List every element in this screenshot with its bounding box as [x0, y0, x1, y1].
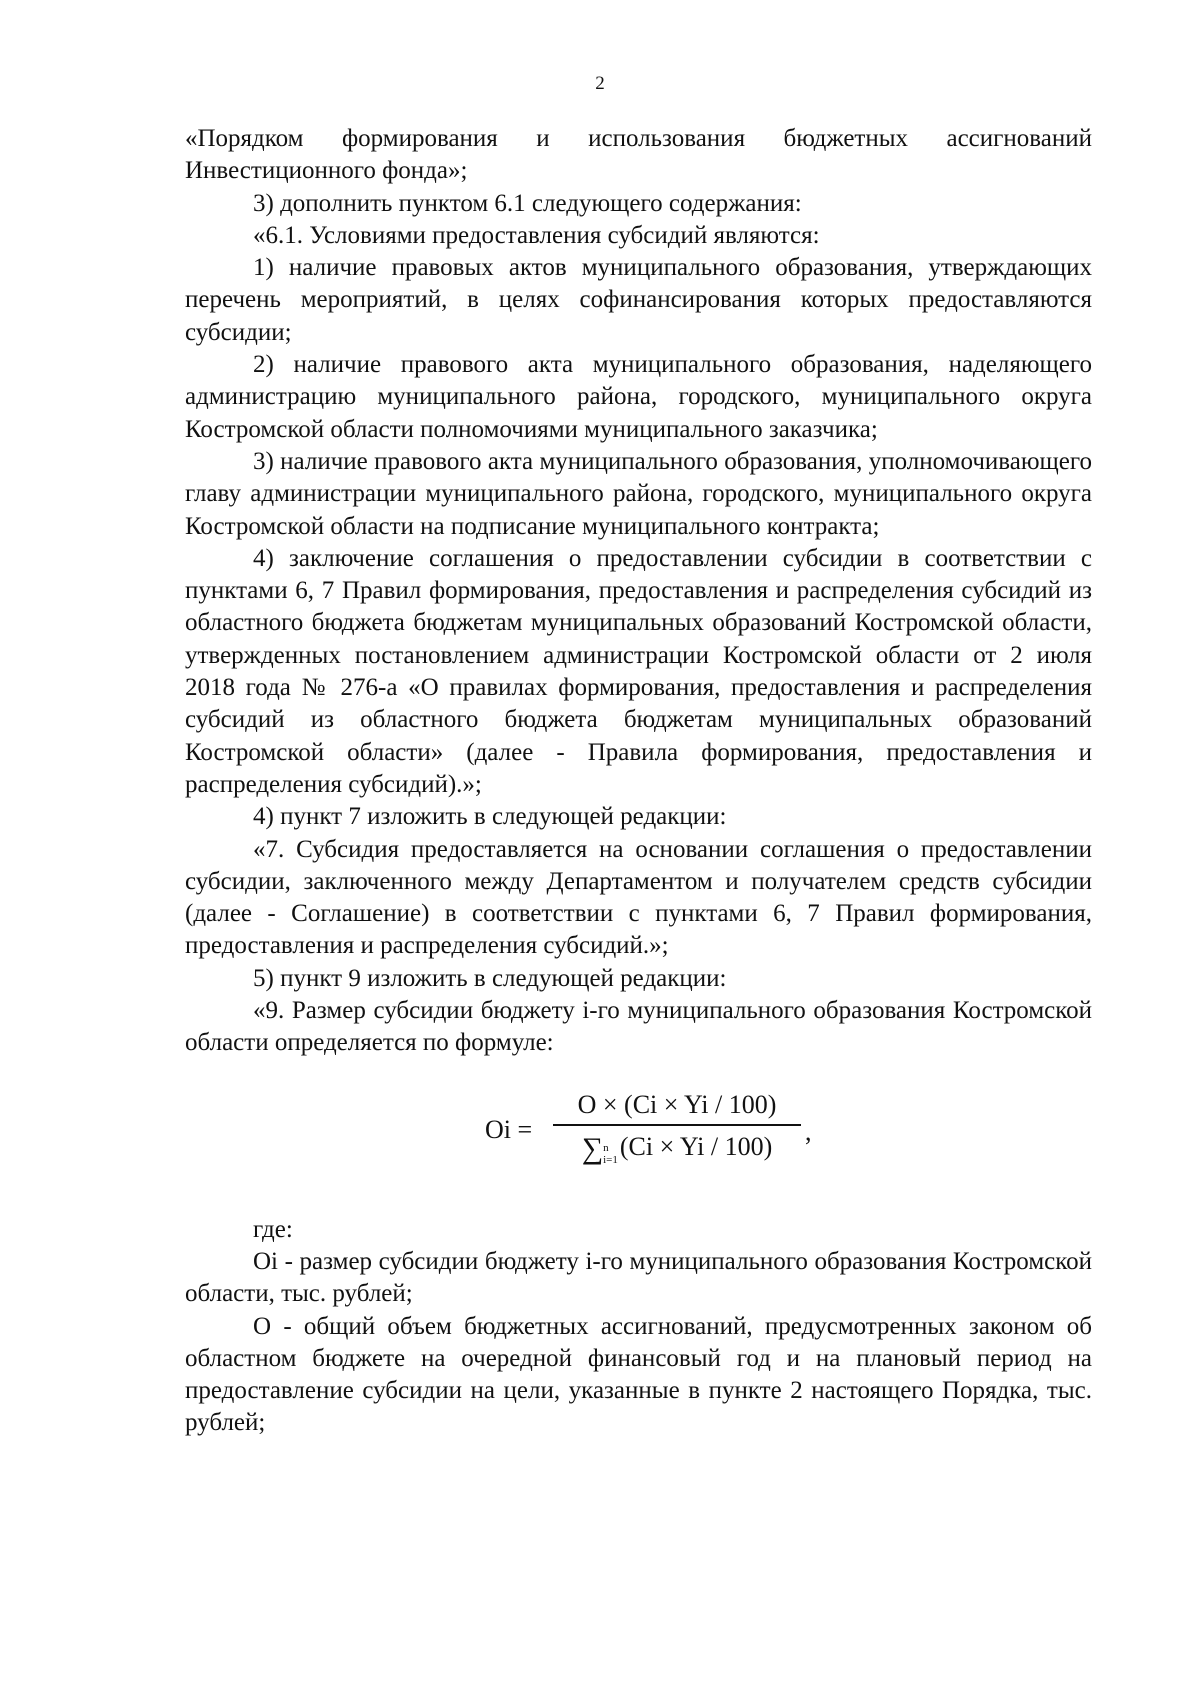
page-number: 2: [595, 73, 605, 94]
formula-denominator-group: [553, 1130, 801, 1166]
formula-comma: ,: [805, 1116, 812, 1146]
paragraph-item-5-intro: 5) пункт 9 изложить в следующей редакции:: [253, 964, 727, 992]
paragraph-porjadok: «Порядком формирования и использования бюджетных ассигнований Инвестиционного фонда»;: [185, 125, 1092, 185]
paragraph-6-1-heading: «6.1. Условиями предоставления субсидий являются:: [253, 221, 820, 249]
paragraph-def-oi: Oi - размер субсидии бюджету i-го муниципального образования Костромской области, тыс. рублей;: [185, 1247, 1092, 1308]
document-body: [185, 123, 1092, 1440]
paragraph-where: где:: [253, 1215, 293, 1243]
paragraph-item-4-intro: 4) пункт 7 изложить в следующей редакции:: [253, 803, 727, 831]
formula-fraction: [553, 1088, 801, 1166]
fraction-bar: [553, 1124, 801, 1126]
paragraph-point-9: «9. Размер субсидии бюджету i-го муниципального образования Костромской области определяется по формуле:: [185, 997, 1092, 1057]
sum-symbol: ∑: [581, 1131, 604, 1165]
subsidy-formula: [185, 1080, 1092, 1186]
sum-limits: [603, 1142, 618, 1166]
paragraph-condition-1: 1) наличие правовых актов муниципального образования, утверждающих перечень мероприятий, в целях софинансирования которых предоставляются субсидии;: [185, 254, 1092, 346]
paragraph-condition-3: 3) наличие правового акта муниципального образования, уполномочивающего главу администрации муниципального района, городского, муниципального округа Костромской области на подписание муниципального контракта;: [185, 447, 1092, 540]
paragraph-condition-2: 2) наличие правового акта муниципального образования, наделяющего администрацию муниципального района, городского, муниципального округа Костромской области полномочиями муниципального заказчика;: [185, 351, 1092, 443]
formula-lhs: Oi =: [485, 1114, 533, 1144]
spacer: [185, 1194, 1092, 1214]
formula-numerator: O × (Ci × Yi / 100): [577, 1089, 777, 1119]
sum-upper-limit: n: [603, 1141, 609, 1154]
formula-denominator: (Ci × Yi / 100): [619, 1131, 773, 1161]
paragraph-condition-4: 4) заключение соглашения о предоставлении субсидии в соответствии с пунктами 6, 7 Правил формирования, предоставления и распределения субсидий из областного бюджета бюджетам муниципальных образований Костромской области, утвержденных постановлением администрации Костромской области от 2 июля 2018 года № 276-а «О правилах формирования, предоставления и распределения субсидий из областного бюджета бюджетам муниципальных образований Костромской области» (далее - Правила формирования, предоставления и распределения субсидий).»;: [185, 544, 1092, 798]
paragraph-def-o: O - общий объем бюджетных ассигнований, предусмотренных законом об областном бюджете на очередной финансовый год и на плановый период на предоставление субсидии на цели, указанные в пункте 2 настоящего Порядка, тыс. рублей;: [185, 1312, 1092, 1437]
paragraph-item-3-intro: 3) дополнить пунктом 6.1 следующего содержания:: [253, 189, 802, 217]
sum-lower-limit: i=1: [603, 1153, 618, 1166]
paragraph-point-7: «7. Субсидия предоставляется на основании соглашения о предоставлении субсидии, заключенного между Департаментом и получателем средств субсидии (далее - Соглашение) в соответствии с пунктами 6, 7 Правил формирования, предоставления и распределения субсидий.»;: [185, 835, 1092, 960]
